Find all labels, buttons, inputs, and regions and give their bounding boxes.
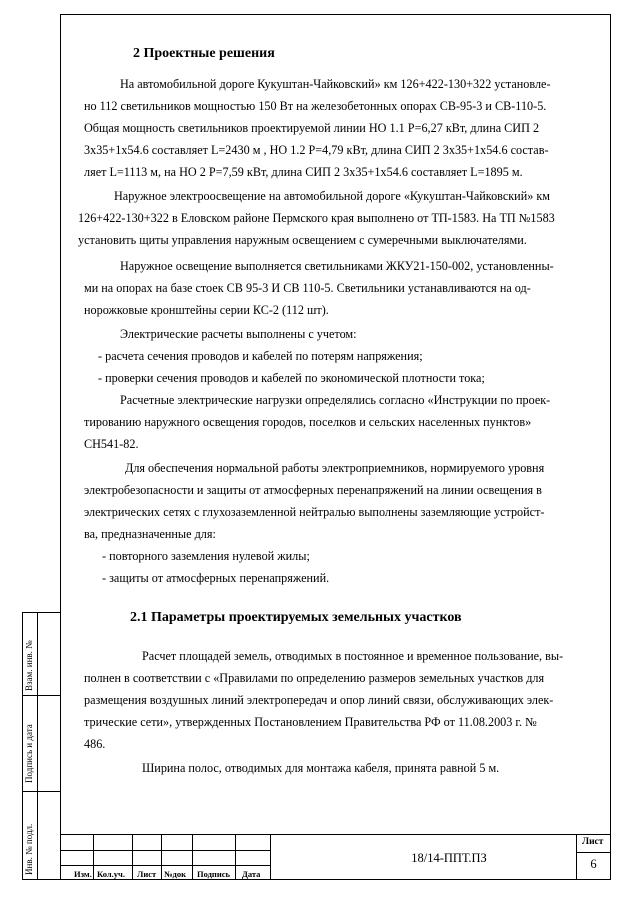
column-label-signature: Подпись: [197, 869, 230, 879]
side-label-signature-date: Подпись и дата: [24, 724, 34, 783]
column-label-count: Кол.уч.: [97, 869, 125, 879]
paragraph-line: 3х35+1х54.6 составляет L=2430 м , НО 1.2 Р=4,79 кВт, длина СИП 2 3х35+1х54.6 состав-: [84, 143, 549, 157]
paragraph-line: 486.: [84, 737, 106, 751]
paragraph-line: 126+422-130+322 в Еловском районе Пермского края выполнено от ТП-1583. На ТП №1583: [78, 211, 555, 225]
paragraph-line: трические сети», утвержденных Постановлением Правительства РФ от 11.08.2003 г. №: [84, 715, 537, 729]
column-label-sheet: Лист: [137, 869, 157, 879]
column-label-doc-number: №док: [164, 869, 186, 879]
paragraph-line: размещения воздушных линий электропередач и опор линий связи, обслуживающих элек-: [84, 693, 554, 707]
paragraph-line: Электрические расчеты выполнены с учетом:: [120, 327, 357, 341]
list-item: - повторного заземления нулевой жилы;: [102, 549, 310, 563]
title-block: [60, 834, 611, 880]
column-label-date: Дата: [242, 869, 261, 879]
side-stamp-strip: [22, 612, 60, 880]
paragraph-line: тированию наружного освещения городов, поселков и сельских населенных пунктов»: [84, 415, 532, 429]
paragraph-line: электрических сетях с глухозаземленной нейтралью выполнены заземляющие устройст-: [84, 505, 545, 519]
list-item: - расчета сечения проводов и кабелей по потерям напряжения;: [98, 349, 423, 363]
column-label-revision: Изм.: [74, 869, 92, 879]
subsection-heading: 2.1 Параметры проектируемых земельных участков: [130, 610, 462, 625]
paragraph-line: Для обеспечения нормальной работы электроприемников, нормируемого уровня: [125, 461, 545, 475]
paragraph-line: ляет L=1113 м, на НО 2 Р=7,59 кВт, длина СИП 2 3х35+1х54.6 составляет L=1895 м.: [84, 165, 523, 179]
list-item: - защиты от атмосферных перенапряжений.: [102, 571, 330, 585]
paragraph-line: полнен в соответствии с «Правилами по определению размеров земельных участков для: [84, 671, 545, 685]
paragraph-line: ва, предназначенные для:: [84, 527, 216, 541]
paragraph-line: На автомобильной дороге Кукуштан-Чайковский» км 126+422-130+322 установле-: [120, 77, 551, 91]
document-code: 18/14-ППТ.ПЗ: [411, 851, 487, 865]
paragraph-line: электробезопасности и защиты от атмосферных перенапряжений на линии освещения в: [84, 483, 542, 497]
paragraph-line: Ширина полос, отводимых для монтажа кабеля, принята равной 5 м.: [142, 761, 500, 775]
side-label-replacement-inv: Взам. инв. №: [24, 640, 34, 691]
side-label-original-inv: Инв. № подл.: [24, 823, 34, 875]
paragraph-line: Расчет площадей земель, отводимых в постоянное и временное пользование, вы-: [142, 649, 564, 663]
section-heading: 2 Проектные решения: [133, 46, 275, 61]
paragraph-line: ми на опорах на базе стоек СВ 95-3 И СВ 110-5. Светильники устанавливаются на од-: [84, 281, 531, 295]
paragraph-line: Наружное освещение выполняется светильниками ЖКУ21-150-002, установленны-: [120, 259, 554, 273]
sheet-number: 6: [590, 857, 597, 871]
paragraph-line: Наружное электроосвещение на автомобильной дороге «Кукуштан-Чайковский» км: [114, 189, 551, 203]
paragraph-line: Общая мощность светильников проектируемой линии НО 1.1 Р=6,27 кВт, длина СИП 2: [84, 121, 540, 135]
document-body: [78, 0, 594, 830]
paragraph-line: норожковые кронштейны серии КС-2 (112 шт).: [84, 303, 329, 317]
paragraph-line: но 112 светильников мощностью 150 Вт на железобетонных опорах СВ-95-3 и СВ-110-5.: [84, 99, 547, 113]
paragraph-line: Расчетные электрические нагрузки определялись согласно «Инструкции по проек-: [120, 393, 551, 407]
list-item: - проверки сечения проводов и кабелей по экономической плотности тока;: [98, 371, 485, 385]
paragraph-line: СН541-82.: [84, 437, 139, 451]
paragraph-line: установить щиты управления наружным освещением с сумеречными выключателями.: [78, 233, 527, 247]
sheet-label: Лист: [582, 837, 604, 847]
